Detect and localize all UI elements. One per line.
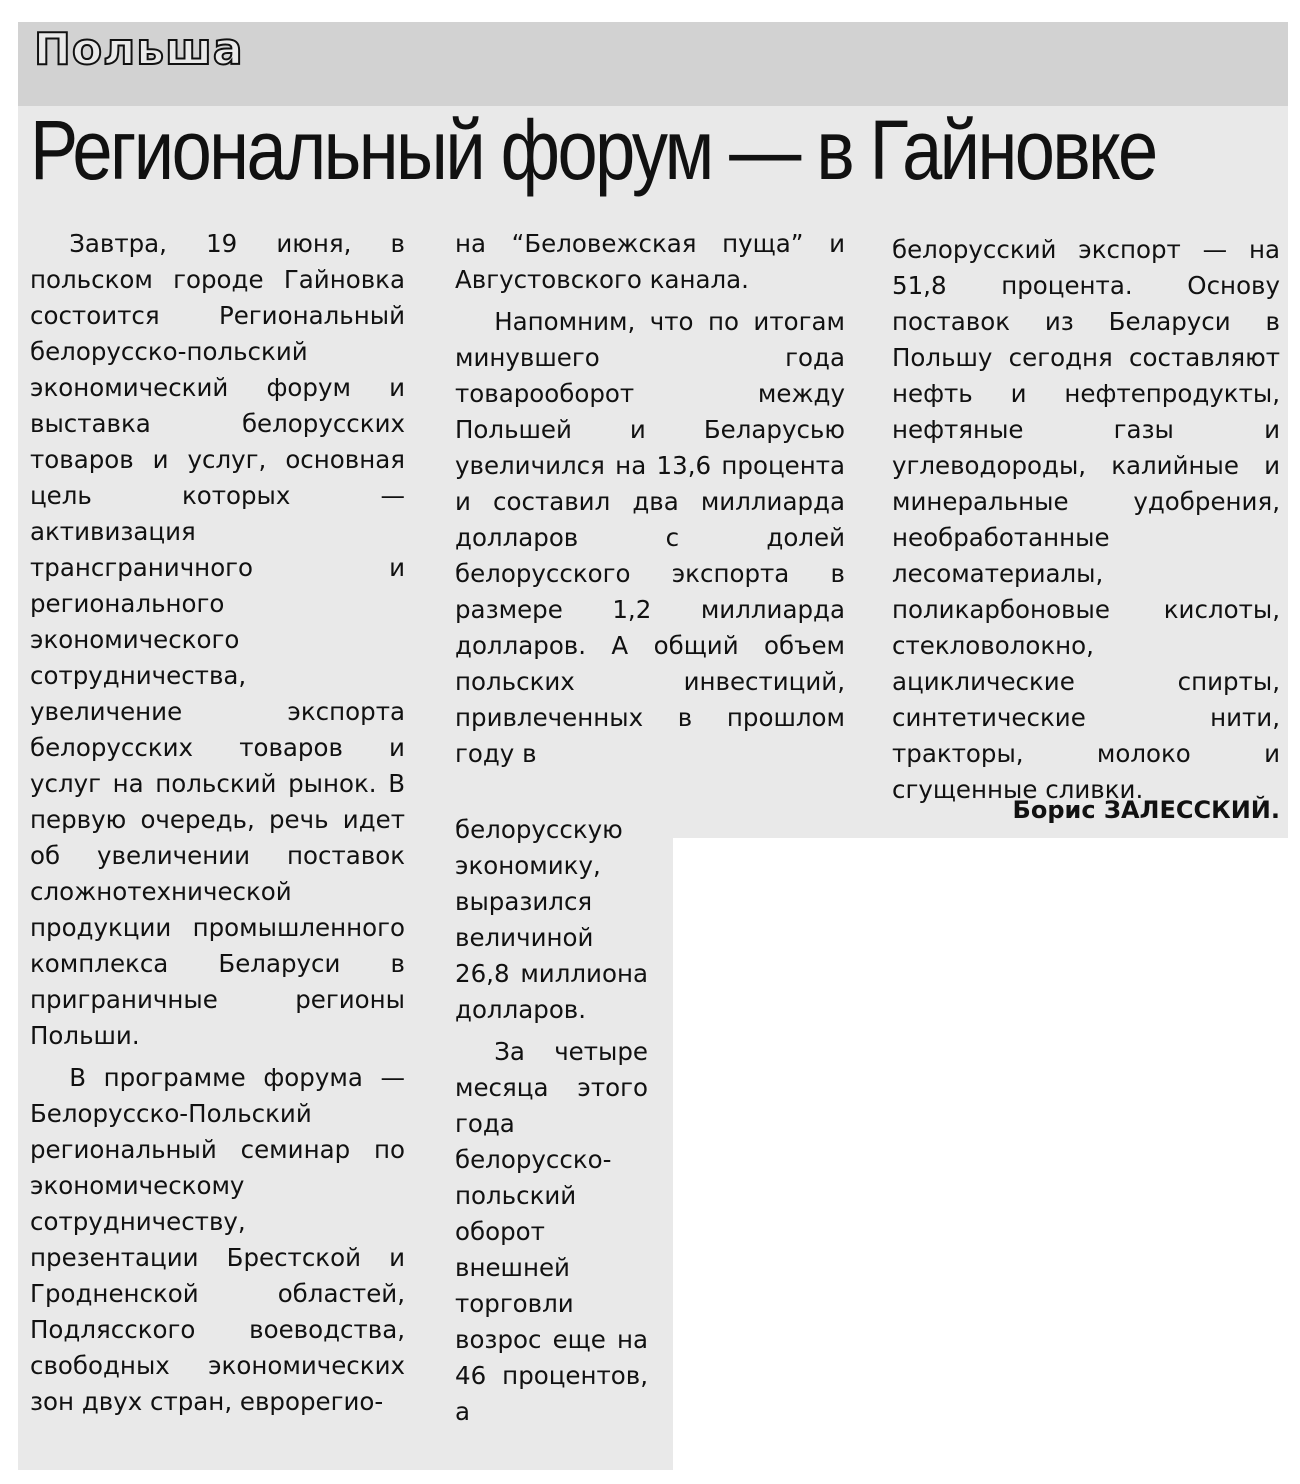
paragraph: За четыре месяца этого года белорусско-польский оборот внешней торговли возрос еще на 46 процентов, а bbox=[455, 1037, 648, 1426]
article-headline: Региональный форум — в Гайновке bbox=[30, 103, 1156, 197]
article-column-1 bbox=[30, 226, 405, 1420]
paragraph: Напомним, что по итогам минувшего года товарооборот между Польшей и Беларусью увеличился на 13,6 процента и составил два миллиарда долларов с долей белорусского экспорта в размере 1,2 миллиарда долларов. А общий объем польских инвестиций, привлеченных в прошлом году в bbox=[455, 307, 845, 768]
article-column-2-top bbox=[455, 226, 845, 772]
paragraph: белорусскую экономику, выразился величиной 26,8 миллиона долларов. bbox=[455, 815, 648, 1024]
paragraph: белорусский экспорт — на 51,8 процента. Основу поставок из Беларуси в Польшу сегодня составляют нефть и нефтепродукты, нефтяные газы и углеводороды, калийные и минеральные удобрения, необработанные лесоматериалы, поликарбоновые кислоты, стекловолокно, ациклические спирты, синтетические нити, тракторы, молоко и сгущенные сливки. bbox=[892, 235, 1280, 804]
article-column-3 bbox=[892, 232, 1280, 808]
paragraph: В программе форума — Белорусско-Польский региональный семинар по экономическому сотрудничеству, презентации Брестской и Гродненской областей, Подлясского воеводства, свободных экономических зон двух стран, еврорегио- bbox=[30, 1063, 405, 1416]
author-signature: Борис ЗАЛЕССКИЙ. bbox=[1012, 796, 1280, 824]
paragraph: на “Беловежская пуща” и Августовского канала. bbox=[455, 229, 845, 294]
article-column-2-bottom bbox=[455, 812, 648, 1430]
paragraph: Завтра, 19 июня, в польском городе Гайновка состоится Региональный белорусско-польский экономический форум и выставка белорусских товаров и услуг, основная цель которых — активизация трансграничного и регионального экономического сотрудничества, увеличение экспорта белорусских товаров и услуг на польский рынок. В первую очередь, речь идет об увеличении поставок сложнотехнической продукции промышленного комплекса Беларуси в приграничные регионы Польши. bbox=[30, 229, 405, 1050]
rubric-label: Польша bbox=[34, 24, 244, 75]
